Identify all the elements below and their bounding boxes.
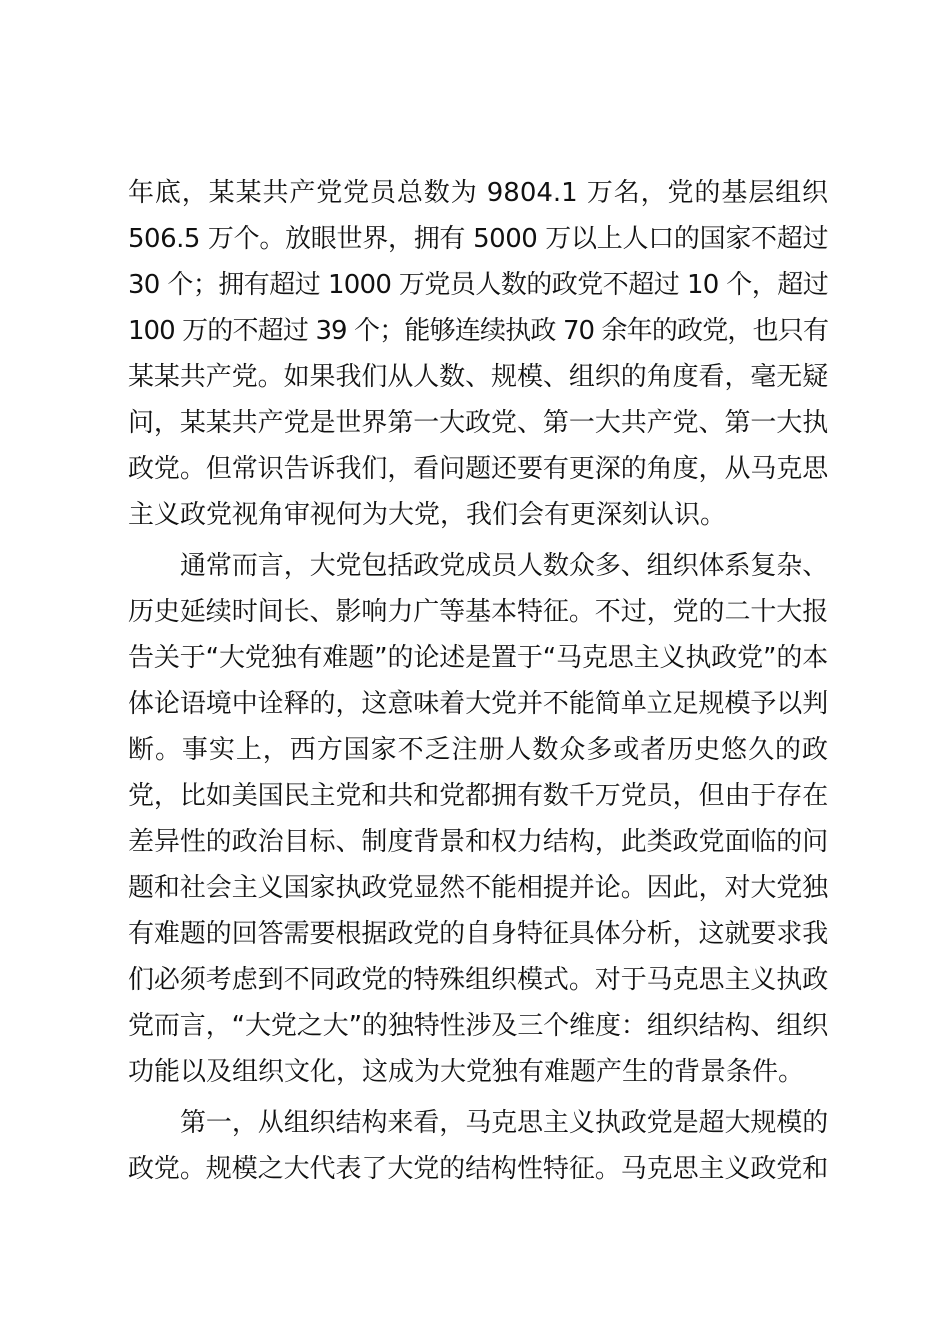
text-line: 通常而言，大党包括政党成员人数众多、组织体系复杂、 [180,551,828,581]
text-line: 告关于“大党独有难题”的论述是置于“马克思主义执政党”的本 [128,643,828,673]
text-line: 年底，某某共产党党员总数为 9804.1 万名，党的基层组织 [128,178,828,208]
text-line: 100 万的不超过 39 个；能够连续执政 70 余年的政党，也只有 [128,316,828,346]
text-line: 某某共产党。如果我们从人数、规模、组织的角度看，毫无疑 [128,362,828,392]
text-line: 问，某某共产党是世界第一大政党、第一大共产党、第一大执 [128,408,828,438]
text-line: 们必须考虑到不同政党的特殊组织模式。对于马克思主义执政 [128,965,828,995]
text-line: 506.5 万个。放眼世界，拥有 5000 万以上人口的国家不超过 [128,224,828,254]
paragraph-2 [128,543,828,1095]
paragraph-1 [128,170,828,538]
text-line: 体论语境中诠释的，这意味着大党并不能简单立足规模予以判 [128,689,828,719]
text-line: 政党。但常识告诉我们，看问题还要有更深的角度，从马克思 [128,454,828,484]
text-line: 政党。规模之大代表了大党的结构性特征。马克思主义政党和 [128,1154,828,1184]
text-line: 断。事实上，西方国家不乏注册人数众多或者历史悠久的政 [128,735,828,765]
text-line: 第一，从组织结构来看，马克思主义执政党是超大规模的 [180,1108,828,1138]
text-line: 有难题的回答需要根据政党的自身特征具体分析，这就要求我 [128,919,828,949]
text-line: 30 个；拥有超过 1000 万党员人数的政党不超过 10 个，超过 [128,270,828,300]
paragraph-3 [128,1100,828,1192]
text-line: 历史延续时间长、影响力广等基本特征。不过，党的二十大报 [128,597,828,627]
text-line: 党而言，“大党之大”的独特性涉及三个维度：组织结构、组织 [128,1011,828,1041]
text-line: 差异性的政治目标、制度背景和权力结构，此类政党面临的问 [128,827,828,857]
text-line: 党，比如美国民主党和共和党都拥有数千万党员，但由于存在 [128,781,828,811]
text-line: 题和社会主义国家执政党显然不能相提并论。因此，对大党独 [128,873,828,903]
text-line: 功能以及组织文化，这成为大党独有难题产生的背景条件。 [128,1057,805,1087]
document-body [128,170,828,1192]
text-line: 主义政党视角审视何为大党，我们会有更深刻认识。 [128,500,727,530]
